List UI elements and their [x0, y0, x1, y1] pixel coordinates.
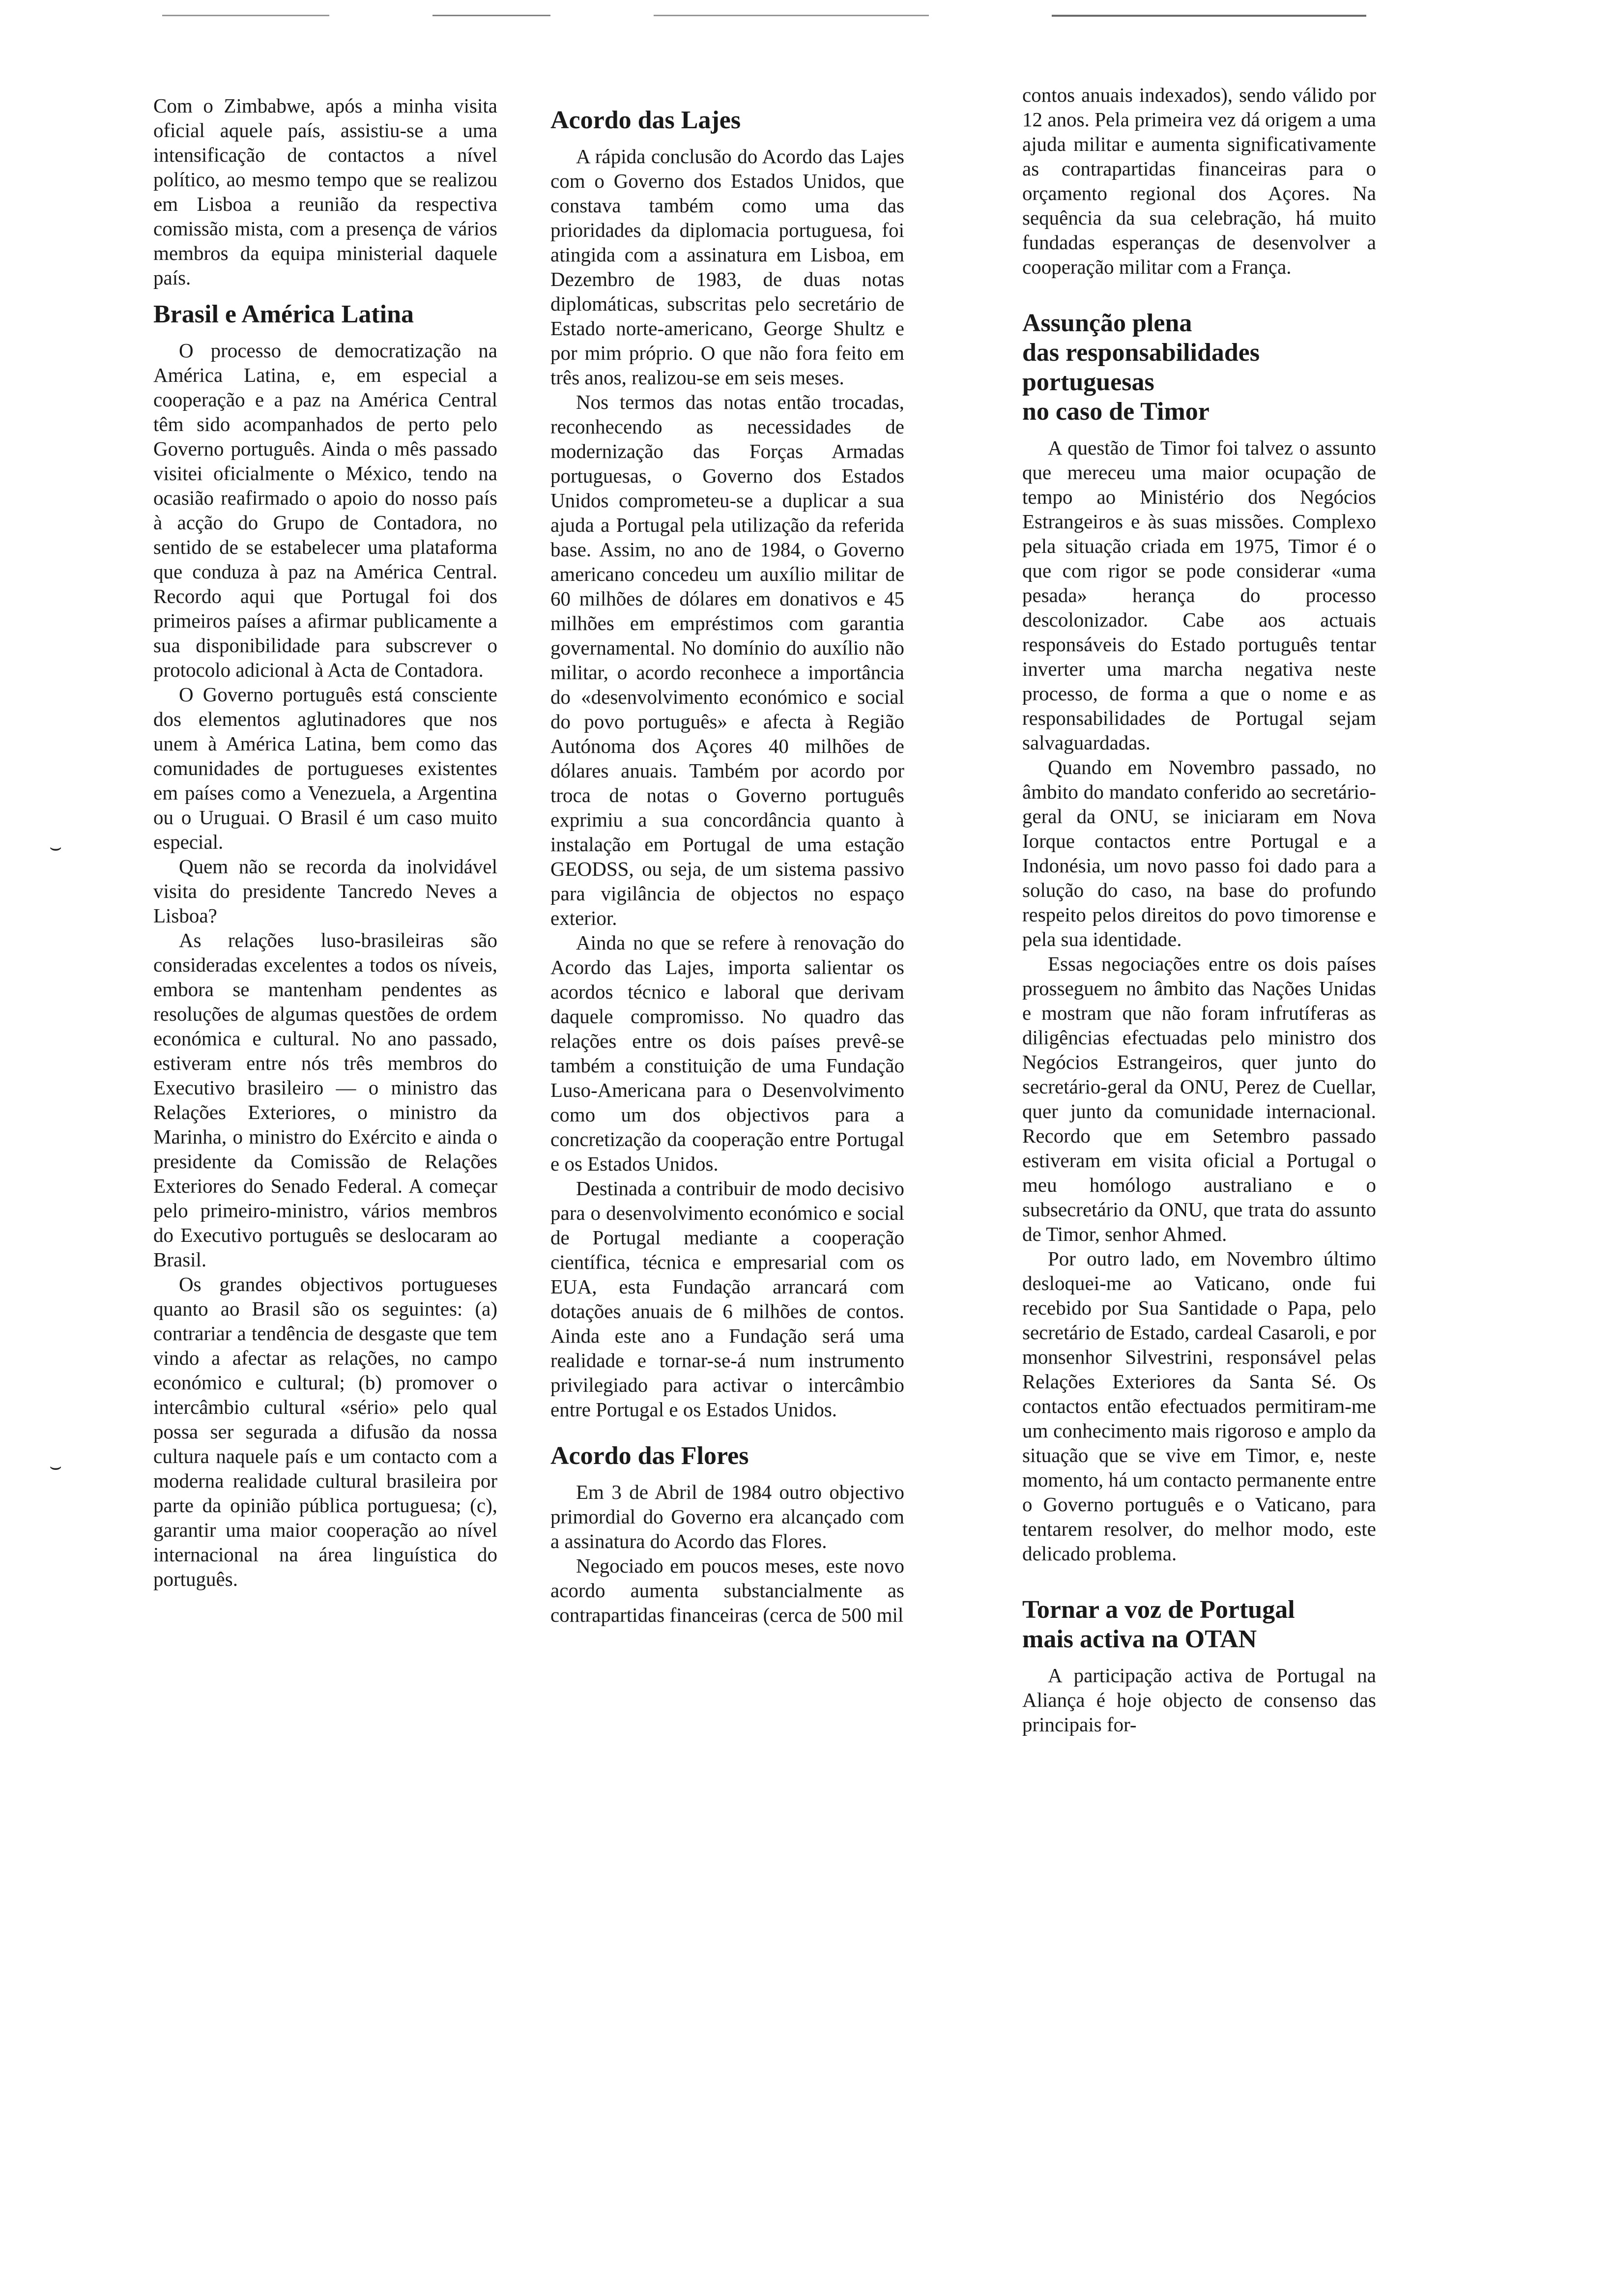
section-heading-timor: [1022, 309, 1376, 427]
top-rule-fragment: [162, 15, 329, 16]
heading-line: das responsabilidades: [1022, 339, 1260, 367]
paragraph: Os grandes objectivos portugueses quanto ao Brasil são os seguintes: (a) contrariar a tendência de desgaste que tem vindo a afectar as relações, no campo económico e cultural; (b) promover o intercâmbio cultural «sério» pelo qual possa ser segurada a difusão da nossa cultura naquele país e um contacto com a moderna realidade cultural brasileira por parte da opinião pública portuguesa; (c), garantir uma maior cooperação ao nível internacional na área linguística do português.: [153, 1273, 497, 1590]
top-rule-fragment: [654, 15, 929, 16]
paragraph: Destinada a contribuir de modo decisivo para o desenvolvimento económico e social de Portugal mediante a cooperação científica, técnica e empresarial com os EUA, esta Fundação arrancará com dotações anuais de 6 milhões de contos. Ainda este ano a Fundação será uma realidade e tornar-se-á num instrumento privilegiado para activar o intercâmbio entre Portugal e os Estados Unidos.: [550, 1177, 904, 1421]
heading-line: mais activa na OTAN: [1022, 1625, 1257, 1653]
heading-line: no caso de Timor: [1022, 398, 1209, 426]
top-rule-fragment: [1052, 15, 1366, 17]
section-heading-lajes: Acordo das Lajes: [550, 106, 741, 134]
top-rule-fragment: [432, 15, 550, 16]
paragraph: contos anuais indexados), sendo válido por 12 anos. Pela primeira vez dá origem a uma ajuda militar e aumenta significativamente as contrapartidas financeiras para o orçamento regional dos Açores. Na sequência da sua celebração, há muito fundadas esperanças de desenvolver a cooperação militar com a França.: [1022, 84, 1376, 278]
paragraph: Essas negociações entre os dois países prosseguem no âmbito das Nações Unidas e mostram que não foram infrutíferas as diligências efectuadas pelo ministro dos Negócios Estrangeiros, quer junto do secretário-geral da ONU, Perez de Cuellar, quer junto da comunidade internacional. Recordo que em Setembro passado estiveram em visita oficial a Portugal o meu homólogo australiano e o subsecretário da ONU, que trata do assunto de Timor, senhor Ahmed.: [1022, 952, 1376, 1245]
paragraph: O Governo português está consciente dos elementos aglutinadores que nos unem à América Latina, bem como das comunidades de portugueses existentes em países como a Venezuela, a Argentina ou o Uruguai. O Brasil é um caso muito especial.: [153, 683, 497, 853]
margin-mark: ⌣: [49, 836, 62, 858]
heading-line: portuguesas: [1022, 368, 1154, 396]
heading-line: Tornar a voz de Portugal: [1022, 1596, 1295, 1624]
paragraph: As relações luso-brasileiras são consideradas excelentes a todos os níveis, embora se mantenham pendentes as resoluções de algumas questões de ordem económica e cultural. No ano passado, estiveram entre nós três membros do Executivo brasileiro — o ministro das Relações Exteriores, o ministro da Marinha, o ministro do Exército e ainda o presidente da Comissão de Relações Exteriores do Senado Federal. A começar pelo primeiro-ministro, vários membros do Executivo português se deslocaram ao Brasil.: [153, 929, 497, 1271]
column-3: [1022, 83, 1376, 1737]
paragraph: O processo de democratização na América Latina, e, em especial a cooperação e a paz na América Central têm sido acompanhados de perto pelo Governo português. Ainda o mês passado visitei oficialmente o México, tendo na ocasião reafirmado o apoio do nosso país à acção do Grupo de Contadora, no sentido de se estabelecer uma plataforma que conduza à paz na América Central. Recordo aqui que Portugal foi dos primeiros países a afirmar publicamente a sua disponibilidade para subscrever o protocolo adicional à Acta de Contadora.: [153, 339, 497, 681]
paragraph: A rápida conclusão do Acordo das Lajes com o Governo dos Estados Unidos, que constava também como uma das prioridades da diplomacia portuguesa, foi atingida com a assinatura em Lisboa, em Dezembro de 1983, de duas notas diplomáticas, subscritas pelo secretário de Estado norte-americano, George Shultz e por mim próprio. O que não fora feito em três anos, realizou-se em seis meses.: [550, 145, 904, 389]
column-1: [153, 93, 497, 1591]
paragraph: Negociado em poucos meses, este novo acordo aumenta substancialmente as contrapartidas financeiras (cerca de 500 mil: [550, 1554, 904, 1626]
paragraph: Quando em Novembro passado, no âmbito do mandato conferido ao secretário-geral da ONU, se iniciaram em Nova Iorque contactos entre Portugal e a Indonésia, um novo passo foi dado para a solução do caso, na base do profundo respeito pelos direitos do povo timorense e pela sua identidade.: [1022, 756, 1376, 950]
paragraph: A questão de Timor foi talvez o assunto que mereceu uma maior ocupação de tempo ao Ministério dos Negócios Estrangeiros e às suas missões. Complexo pela situação criada em 1975, Timor é o que com rigor se pode considerar «uma pesada» herança do processo descolonizador. Cabe aos actuais responsáveis do Estado português tentar inverter uma marcha negativa neste processo, de forma a que o nome e as responsabilidades de Portugal sejam salvaguardadas.: [1022, 436, 1376, 754]
paragraph: Com o Zimbabwe, após a minha visita oficial aquele país, assistiu-se a uma intensificação de contactos a nível político, ao mesmo tempo que se realizou em Lisboa a reunião da respectiva comissão mista, com a presença de vários membros da equipa ministerial daquele país.: [153, 94, 497, 289]
margin-mark: ⌣: [49, 1455, 62, 1477]
heading-line: Assunção plena: [1022, 309, 1192, 337]
section-heading-brasil: Brasil e América Latina: [153, 300, 414, 328]
section-heading-otan: [1022, 1595, 1376, 1654]
paragraph: Nos termos das notas então trocadas, reconhecendo as necessidades de modernização das Forças Armadas portuguesas, o Governo dos Estados Unidos comprometeu-se a duplicar a sua ajuda a Portugal pela utilização da referida base. Assim, no ano de 1984, o Governo americano concedeu um auxílio militar de 60 milhões de dólares em donativos e 45 milhões em empréstimos com garantia governamental. No domínio do auxílio não militar, o acordo reconhece a importância do «desenvolvimento económico e social do povo português» e afecta à Região Autónoma dos Açores 40 milhões de dólares anuais. Também por acordo por troca de notas o Governo português exprimiu a sua concordância quanto à instalação em Portugal de uma estação GEODSS, ou seja, de um sistema passivo para vigilância de objectos no espaço exterior.: [550, 391, 904, 929]
section-heading-flores: Acordo das Flores: [550, 1442, 749, 1470]
paragraph: Em 3 de Abril de 1984 outro objectivo primordial do Governo era alcançado com a assinatura do Acordo das Flores.: [550, 1481, 904, 1552]
paragraph: Ainda no que se refere à renovação do Acordo das Lajes, importa salientar os acordos técnico e laboral que derivam daquele compromisso. No quadro das relações entre os dois países prevê-se também a constituição de uma Fundação Luso-Americana para o Desenvolvimento como um dos objectivos para a concretização da cooperação entre Portugal e os Estados Unidos.: [550, 931, 904, 1175]
column-2: [550, 106, 904, 1627]
paragraph: Por outro lado, em Novembro último desloquei-me ao Vaticano, onde fui recebido por Sua Santidade o Papa, pelo secretário de Estado, cardeal Casaroli, e por monsenhor Silvestrini, responsável pelas Relações Exteriores da Santa Sé. Os contactos então efectuados permitiram-me um conhecimento mais rigoroso e amplo da situação que se vive em Timor, e, neste momento, há um contacto permanente entre o Governo português e o Vaticano, para tentarem resolver, do melhor modo, este delicado problema.: [1022, 1247, 1376, 1565]
paragraph: Quem não se recorda da inolvidável visita do presidente Tancredo Neves a Lisboa?: [153, 855, 497, 927]
paragraph: A participação activa de Portugal na Aliança é hoje objecto de consenso das principais for-: [1022, 1664, 1376, 1736]
